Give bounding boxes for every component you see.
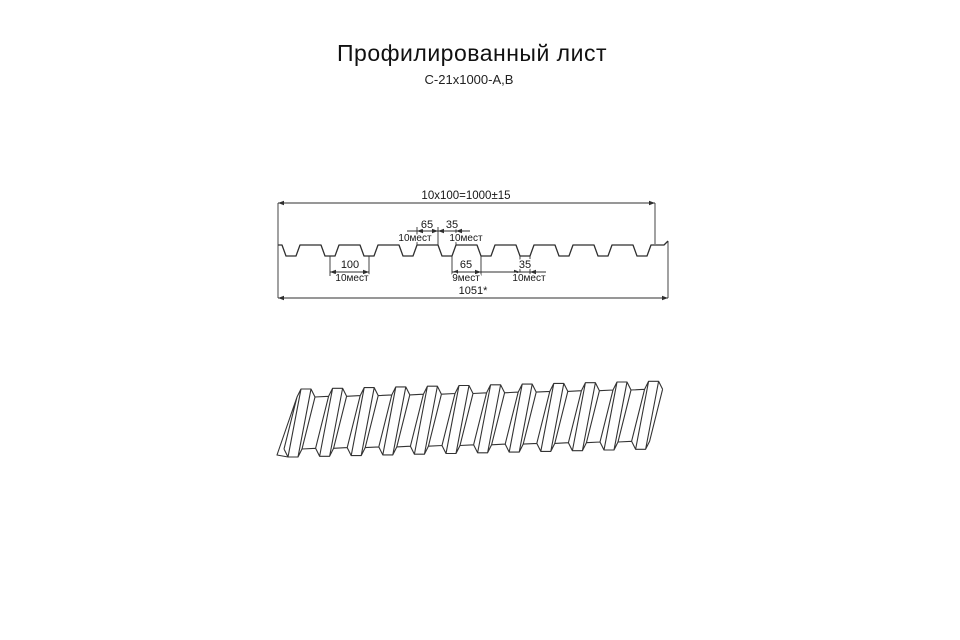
dim-pitch-places: 10мест [335,273,369,284]
dim-valley-bottom-value: 35 [518,259,532,271]
dim-valley-top-places: 10мест [449,233,483,244]
dim-valley-bottom-places: 10мест [512,273,546,284]
profile-code-subtitle: С-21х1000-А,В [424,72,514,87]
dim-overall-bottom-label: 1051* [458,285,488,297]
iso-view-drawing [277,381,663,457]
dim-crest-bottom-value: 65 [459,259,473,271]
page-title: Профилированный лист [337,40,607,66]
dim-pitch-value: 100 [340,259,360,271]
dim-crest-top-places: 10мест [398,233,432,244]
dim-valley-top-value: 35 [445,219,459,231]
dim-overall-top-label: 10x100=1000±15 [421,190,511,202]
dim-crest-top-value: 65 [420,219,434,231]
dim-crest-bottom-places: 9мест [452,273,480,284]
